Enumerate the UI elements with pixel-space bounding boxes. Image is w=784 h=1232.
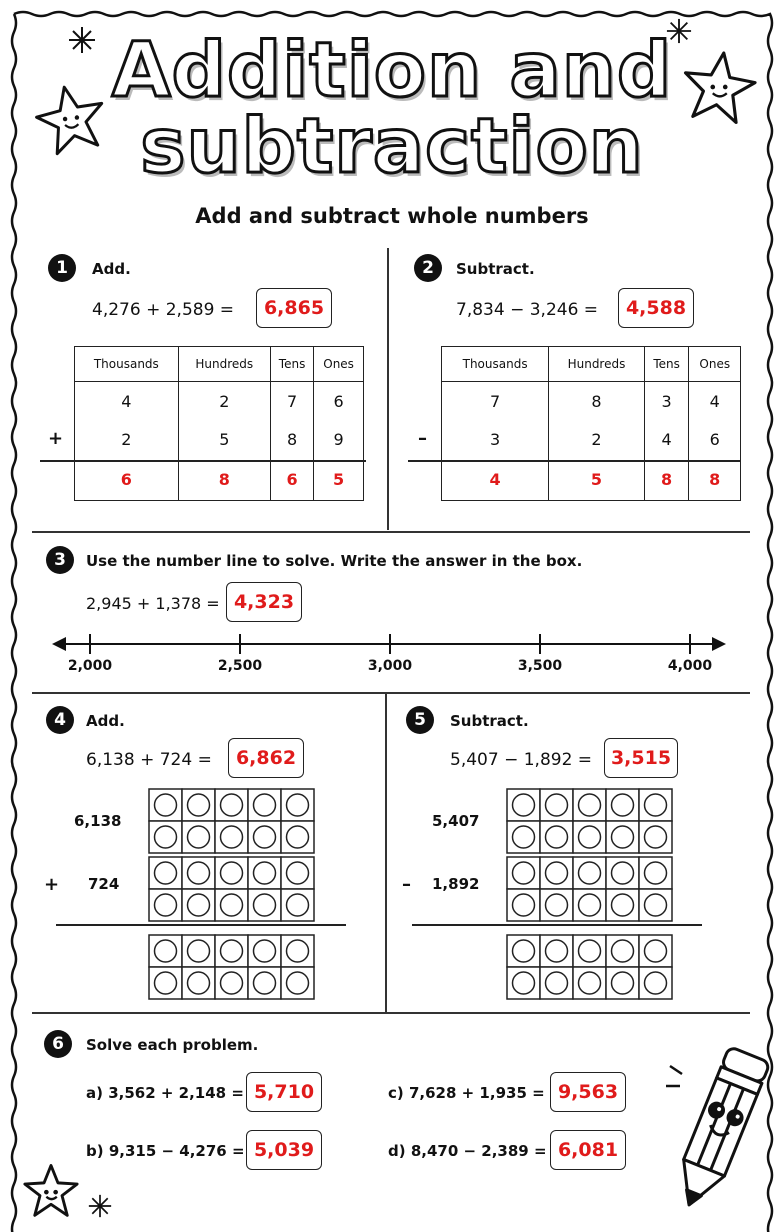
counter-circle-icon [645, 862, 667, 884]
problem-a-answer-box[interactable]: 5,710 [246, 1072, 322, 1112]
question-1-answer-box[interactable]: 6,865 [256, 288, 332, 328]
counter-circle-icon [155, 794, 177, 816]
question-4-bottom-number: 724 [88, 875, 120, 893]
problem-d-answer-box[interactable]: 6,081 [550, 1130, 626, 1170]
divider [387, 248, 389, 530]
counter-circle-icon [254, 826, 276, 848]
problem-c-label: c) 7,628 + 1,935 = [388, 1084, 545, 1102]
counter-circle-icon [579, 826, 601, 848]
counter-circle-icon [287, 862, 309, 884]
counter-circle-icon [579, 862, 601, 884]
problem-d-label: d) 8,470 − 2,389 = [388, 1142, 547, 1160]
result-cell[interactable]: 5 [314, 458, 364, 501]
left-arrow-icon [52, 637, 66, 651]
counter-circle-icon [287, 940, 309, 962]
digit-cell: 2 [75, 420, 179, 458]
number-line-tick-label: 3,000 [367, 658, 413, 674]
title-line-2: subtraction [140, 101, 644, 190]
counter-circle-icon [645, 972, 667, 994]
header-cell: Tens [644, 347, 689, 382]
question-2-equation: 7,834 − 3,246 = [456, 300, 599, 320]
counter-circle-icon [254, 940, 276, 962]
digit-cell: 3 [442, 420, 549, 458]
question-5-answer-box[interactable]: 3,515 [604, 738, 678, 778]
question-2-instruction: Subtract. [456, 260, 535, 278]
counter-circle-icon [579, 894, 601, 916]
counter-circle-icon [513, 862, 535, 884]
header-cell: Tens [270, 347, 313, 382]
subtitle: Add and subtract whole numbers [195, 204, 589, 228]
problem-c-answer-box[interactable]: 9,563 [550, 1072, 626, 1112]
counter-circle-icon [221, 940, 243, 962]
header-cell: Thousands [75, 347, 179, 382]
counter-circle-icon [612, 972, 634, 994]
digit-cell: 9 [314, 420, 364, 458]
counter-circle-icon [513, 894, 535, 916]
problem-b-answer-box[interactable]: 5,039 [246, 1130, 322, 1170]
counter-circle-icon [546, 862, 568, 884]
header-cell: Hundreds [549, 347, 645, 382]
number-line-tick-label: 2,500 [217, 658, 263, 674]
counter-circle-icon [546, 940, 568, 962]
result-cell[interactable]: 4 [442, 458, 549, 501]
counter-circle-icon [612, 862, 634, 884]
result-cell[interactable]: 6 [270, 458, 313, 501]
question-4-answer-box[interactable]: 6,862 [228, 738, 304, 778]
counter-circle-icon [287, 972, 309, 994]
counter-circle-icon [221, 972, 243, 994]
counter-circle-icon [645, 826, 667, 848]
ten-frame-block [506, 856, 673, 926]
question-2-badge: 2 [414, 254, 442, 282]
number-line-tick-label: 2,000 [67, 658, 113, 674]
counter-circle-icon [645, 894, 667, 916]
counter-circle-icon [155, 940, 177, 962]
counter-circle-icon [188, 826, 210, 848]
star-face-icon [22, 1162, 80, 1220]
ten-frame-block [506, 788, 673, 858]
counter-circle-icon [188, 862, 210, 884]
result-cell[interactable]: 6 [75, 458, 179, 501]
counter-circle-icon [546, 794, 568, 816]
question-2-answer-box[interactable]: 4,588 [618, 288, 694, 328]
minus-operator: – [402, 874, 411, 895]
sparkle-icon [88, 1194, 112, 1218]
counter-circle-icon [221, 894, 243, 916]
counter-circle-icon [612, 826, 634, 848]
digit-cell: 4 [689, 382, 741, 421]
question-4-badge: 4 [46, 706, 74, 734]
question-6-badge: 6 [44, 1030, 72, 1058]
counter-circle-icon [254, 972, 276, 994]
counter-circle-icon [579, 972, 601, 994]
counter-circle-icon [612, 894, 634, 916]
counter-circle-icon [287, 894, 309, 916]
ten-frame-block [148, 788, 315, 858]
question-4-instruction: Add. [86, 712, 125, 730]
counter-circle-icon [254, 862, 276, 884]
difference-line [408, 460, 740, 462]
question-2-place-value-table [441, 346, 741, 501]
question-4-equation: 6,138 + 724 = [86, 750, 212, 770]
header-cell: Ones [689, 347, 741, 382]
counter-circle-icon [612, 794, 634, 816]
counter-circle-icon [188, 894, 210, 916]
pencil-character-icon [662, 1044, 772, 1222]
header-cell: Ones [314, 347, 364, 382]
question-6-instruction: Solve each problem. [86, 1036, 259, 1054]
question-3-answer-box[interactable]: 4,323 [226, 582, 302, 622]
counter-circle-icon [546, 894, 568, 916]
ten-frame-block [148, 856, 315, 926]
question-5-badge: 5 [406, 706, 434, 734]
problem-b-label: b) 9,315 − 4,276 = [86, 1142, 245, 1160]
question-5-instruction: Subtract. [450, 712, 529, 730]
counter-circle-icon [287, 826, 309, 848]
minus-operator: – [418, 428, 427, 449]
digit-cell: 7 [270, 382, 313, 421]
counter-circle-icon [546, 826, 568, 848]
digit-cell: 8 [549, 382, 645, 421]
counter-circle-icon [546, 972, 568, 994]
counter-circle-icon [254, 794, 276, 816]
number-line-tick-label: 3,500 [517, 658, 563, 674]
divider [32, 1012, 750, 1014]
divider [32, 692, 750, 694]
question-5-top-number: 5,407 [432, 812, 480, 830]
plus-operator: + [48, 428, 64, 449]
digit-cell: 7 [442, 382, 549, 421]
digit-cell: 6 [689, 420, 741, 458]
question-4-top-number: 6,138 [74, 812, 122, 830]
question-3-equation: 2,945 + 1,378 = [86, 594, 220, 613]
header-cell: Hundreds [178, 347, 270, 382]
counter-circle-icon [188, 794, 210, 816]
digit-cell: 6 [314, 382, 364, 421]
digit-cell: 8 [270, 420, 313, 458]
result-cell[interactable]: 8 [178, 458, 270, 501]
problem-a-label: a) 3,562 + 2,148 = [86, 1084, 244, 1102]
counter-circle-icon [155, 862, 177, 884]
counter-circle-icon [287, 794, 309, 816]
question-3-badge: 3 [46, 546, 74, 574]
counter-circle-icon [188, 972, 210, 994]
counter-circle-icon [221, 862, 243, 884]
question-1-equation: 4,276 + 2,589 = [92, 300, 235, 320]
question-5-bottom-number: 1,892 [432, 875, 480, 893]
ten-frame-block [506, 934, 673, 1004]
digit-cell: 5 [178, 420, 270, 458]
question-1-instruction: Add. [92, 260, 131, 278]
counter-circle-icon [155, 894, 177, 916]
counter-circle-icon [579, 940, 601, 962]
question-3-instruction: Use the number line to solve. Write the answer in the box. [86, 552, 583, 570]
ten-frame-block [148, 934, 315, 1004]
divider [385, 692, 387, 1012]
counter-circle-icon [221, 794, 243, 816]
sum-line [40, 460, 366, 462]
digit-cell: 3 [644, 382, 689, 421]
plus-operator: + [44, 874, 60, 895]
counter-circle-icon [513, 940, 535, 962]
digit-cell: 4 [75, 382, 179, 421]
counter-circle-icon [155, 972, 177, 994]
question-5-equation: 5,407 − 1,892 = [450, 750, 593, 770]
number-line-tick-label: 4,000 [667, 658, 713, 674]
header-cell: Thousands [442, 347, 549, 382]
digit-cell: 2 [178, 382, 270, 421]
counter-circle-icon [513, 794, 535, 816]
counter-circle-icon [645, 940, 667, 962]
counter-circle-icon [579, 794, 601, 816]
counter-circle-icon [221, 826, 243, 848]
counter-circle-icon [188, 940, 210, 962]
digit-cell: 4 [644, 420, 689, 458]
counter-circle-icon [513, 826, 535, 848]
counter-circle-icon [254, 894, 276, 916]
counter-circle-icon [155, 826, 177, 848]
title-line-1: Addition and [111, 25, 673, 114]
question-1-place-value-table [74, 346, 364, 501]
counter-circle-icon [513, 972, 535, 994]
divider [32, 531, 750, 533]
counter-circle-icon [645, 794, 667, 816]
question-1-badge: 1 [48, 254, 76, 282]
result-cell[interactable]: 8 [689, 458, 741, 501]
counter-circle-icon [612, 940, 634, 962]
result-cell[interactable]: 5 [549, 458, 645, 501]
result-cell[interactable]: 8 [644, 458, 689, 501]
right-arrow-icon [712, 637, 726, 651]
digit-cell: 2 [549, 420, 645, 458]
